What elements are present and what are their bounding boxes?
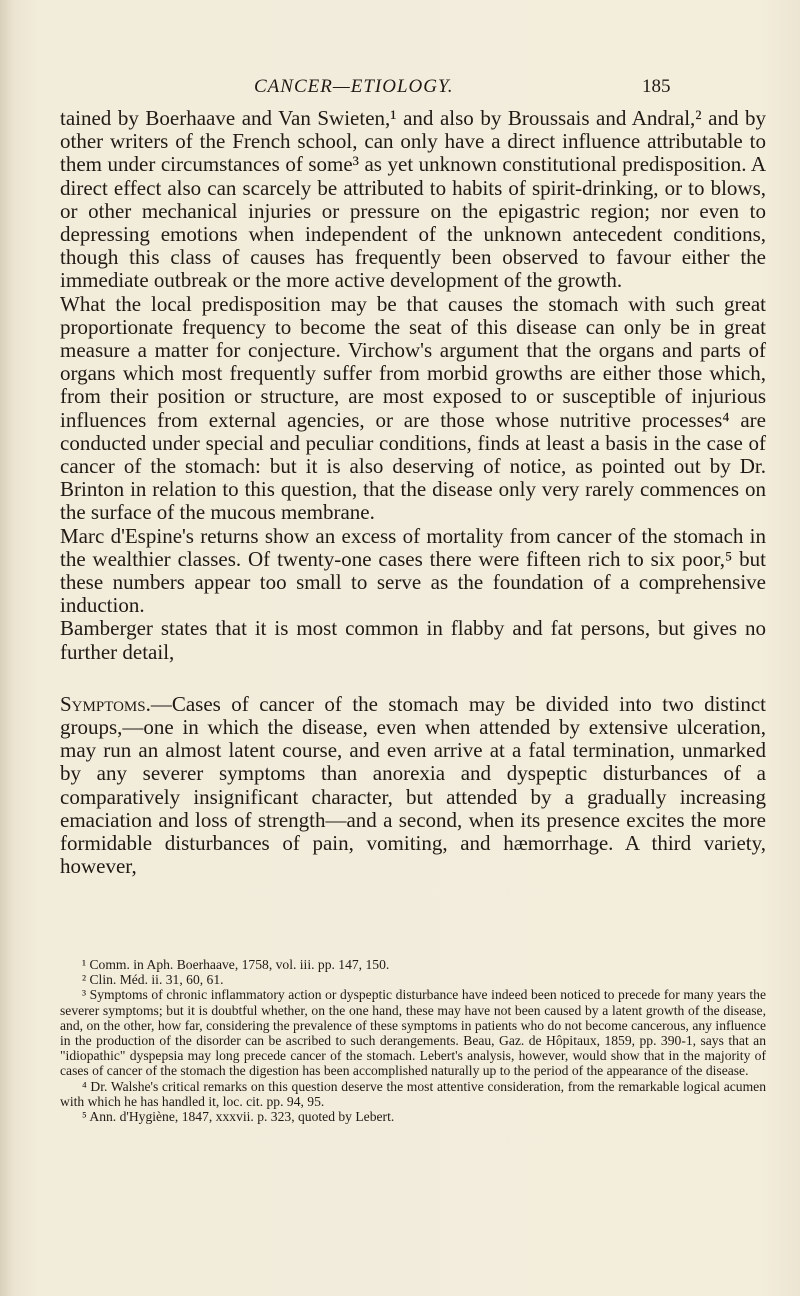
footnote-4: ⁴ Dr. Walshe's critical remarks on this question deserve the most attentive consideration, from the remarkable logical acumen with which he has handled it, loc. cit. pp. 94, 95. [60, 1078, 766, 1109]
paragraph-mortality: Marc d'Espine's returns show an excess of mortality from cancer of the stomach in the wealthier classes. Of twenty-one cases there were fifteen rich to six poor,⁵ but these numbers appear too small to serve as the foundation of a comprehensive induction. [60, 523, 766, 618]
paragraph-local-predisposition: What the local predisposition may be that causes the stomach with such great proportionate frequency to become the seat of this disease can only be in great measure a matter for conjecture. Virchow's argument that the organs and parts of organs which most frequently suffer from morbid growths are either those which, from their position or structure, are most exposed to or susceptible of injurious influences from external agencies, or are those whose nutritive processes⁴ are conducted under special and peculiar conditions, finds at least a basis in the case of cancer of the stomach: but it is also deserving of notice, as pointed out by Dr. Brinton in relation to this question, that the disease only very rarely commences on the surface of the mucous membrane. [60, 291, 766, 525]
footnote-2: ² Clin. Méd. ii. 31, 60, 61. [82, 972, 224, 988]
symptoms-heading: Symptoms. [60, 691, 151, 716]
footnotes [60, 957, 766, 1124]
footnote-5: ⁵ Ann. d'Hygiène, 1847, xxxvii. p. 323, quoted by Lebert. [82, 1109, 395, 1125]
page-number: 185 [642, 76, 671, 97]
paragraph-bamberger: Bamberger states that it is most common in flabby and fat persons, but gives no further detail, [60, 616, 766, 664]
running-title: CANCER—ETIOLOGY. [254, 76, 454, 97]
page-gutter [0, 0, 14, 1296]
paragraph-continued: tained by Boerhaave and Van Swieten,¹ and also by Broussais and Andral,² and by other writers of the French school, can only have a direct influence attributable to them under circumstances of some³ as yet unknown constitutional predisposition. A direct effect also can scarcely be attributed to habits of spirit-drinking, or to blows, or other mechanical injuries or pressure on the epigastric region; nor even to depressing emotions when independent of the unknown antecedent conditions, though this class of causes has frequently been observed to favour either the immediate outbreak or the more active development of the growth. [60, 106, 766, 293]
footnote-3: ³ Symptoms of chronic inflammatory action or dyspeptic disturbance have indeed been noticed to precede for many years the severer symptoms; but it is doubtful whether, on the one hand, these may have not been caused by a latent growth of the disease, and, on the other, how far, considering the prevalence of these symptoms in patients who do not become cancerous, any influence in the production of the disorder can be ascribed to such derangements. Beau, Gaz. de Hôpitaux, 1859, pp. 390-1, says that an "idiopathic" dyspepsia may long precede cancer of the stomach. Lebert's analysis, however, would show that in the majority of cases of cancer of the stomach the digestion has been accomplished naturally up to the period of the appearance of the disease. [60, 987, 766, 1079]
paragraph-symptoms [60, 693, 766, 879]
footnote-1: ¹ Comm. in Aph. Boerhaave, 1758, vol. iii. pp. 147, 150. [82, 957, 390, 972]
symptoms-text: —Cases of cancer of the stomach may be divided into two distinct groups,—one in which the disease, even when attended by extensive ulceration, may run an almost latent course, and even arrive at a fatal termination, unmarked by any severer symptoms than anorexia and dyspeptic disturbances of a comparatively insignificant character, but attended by a gradually increasing emaciation and loss of strength—and a second, when its presence excites the more formidable disturbances of pain, vomiting, and hæmorrhage. A third variety, however, [60, 691, 766, 879]
main-text [60, 107, 766, 879]
